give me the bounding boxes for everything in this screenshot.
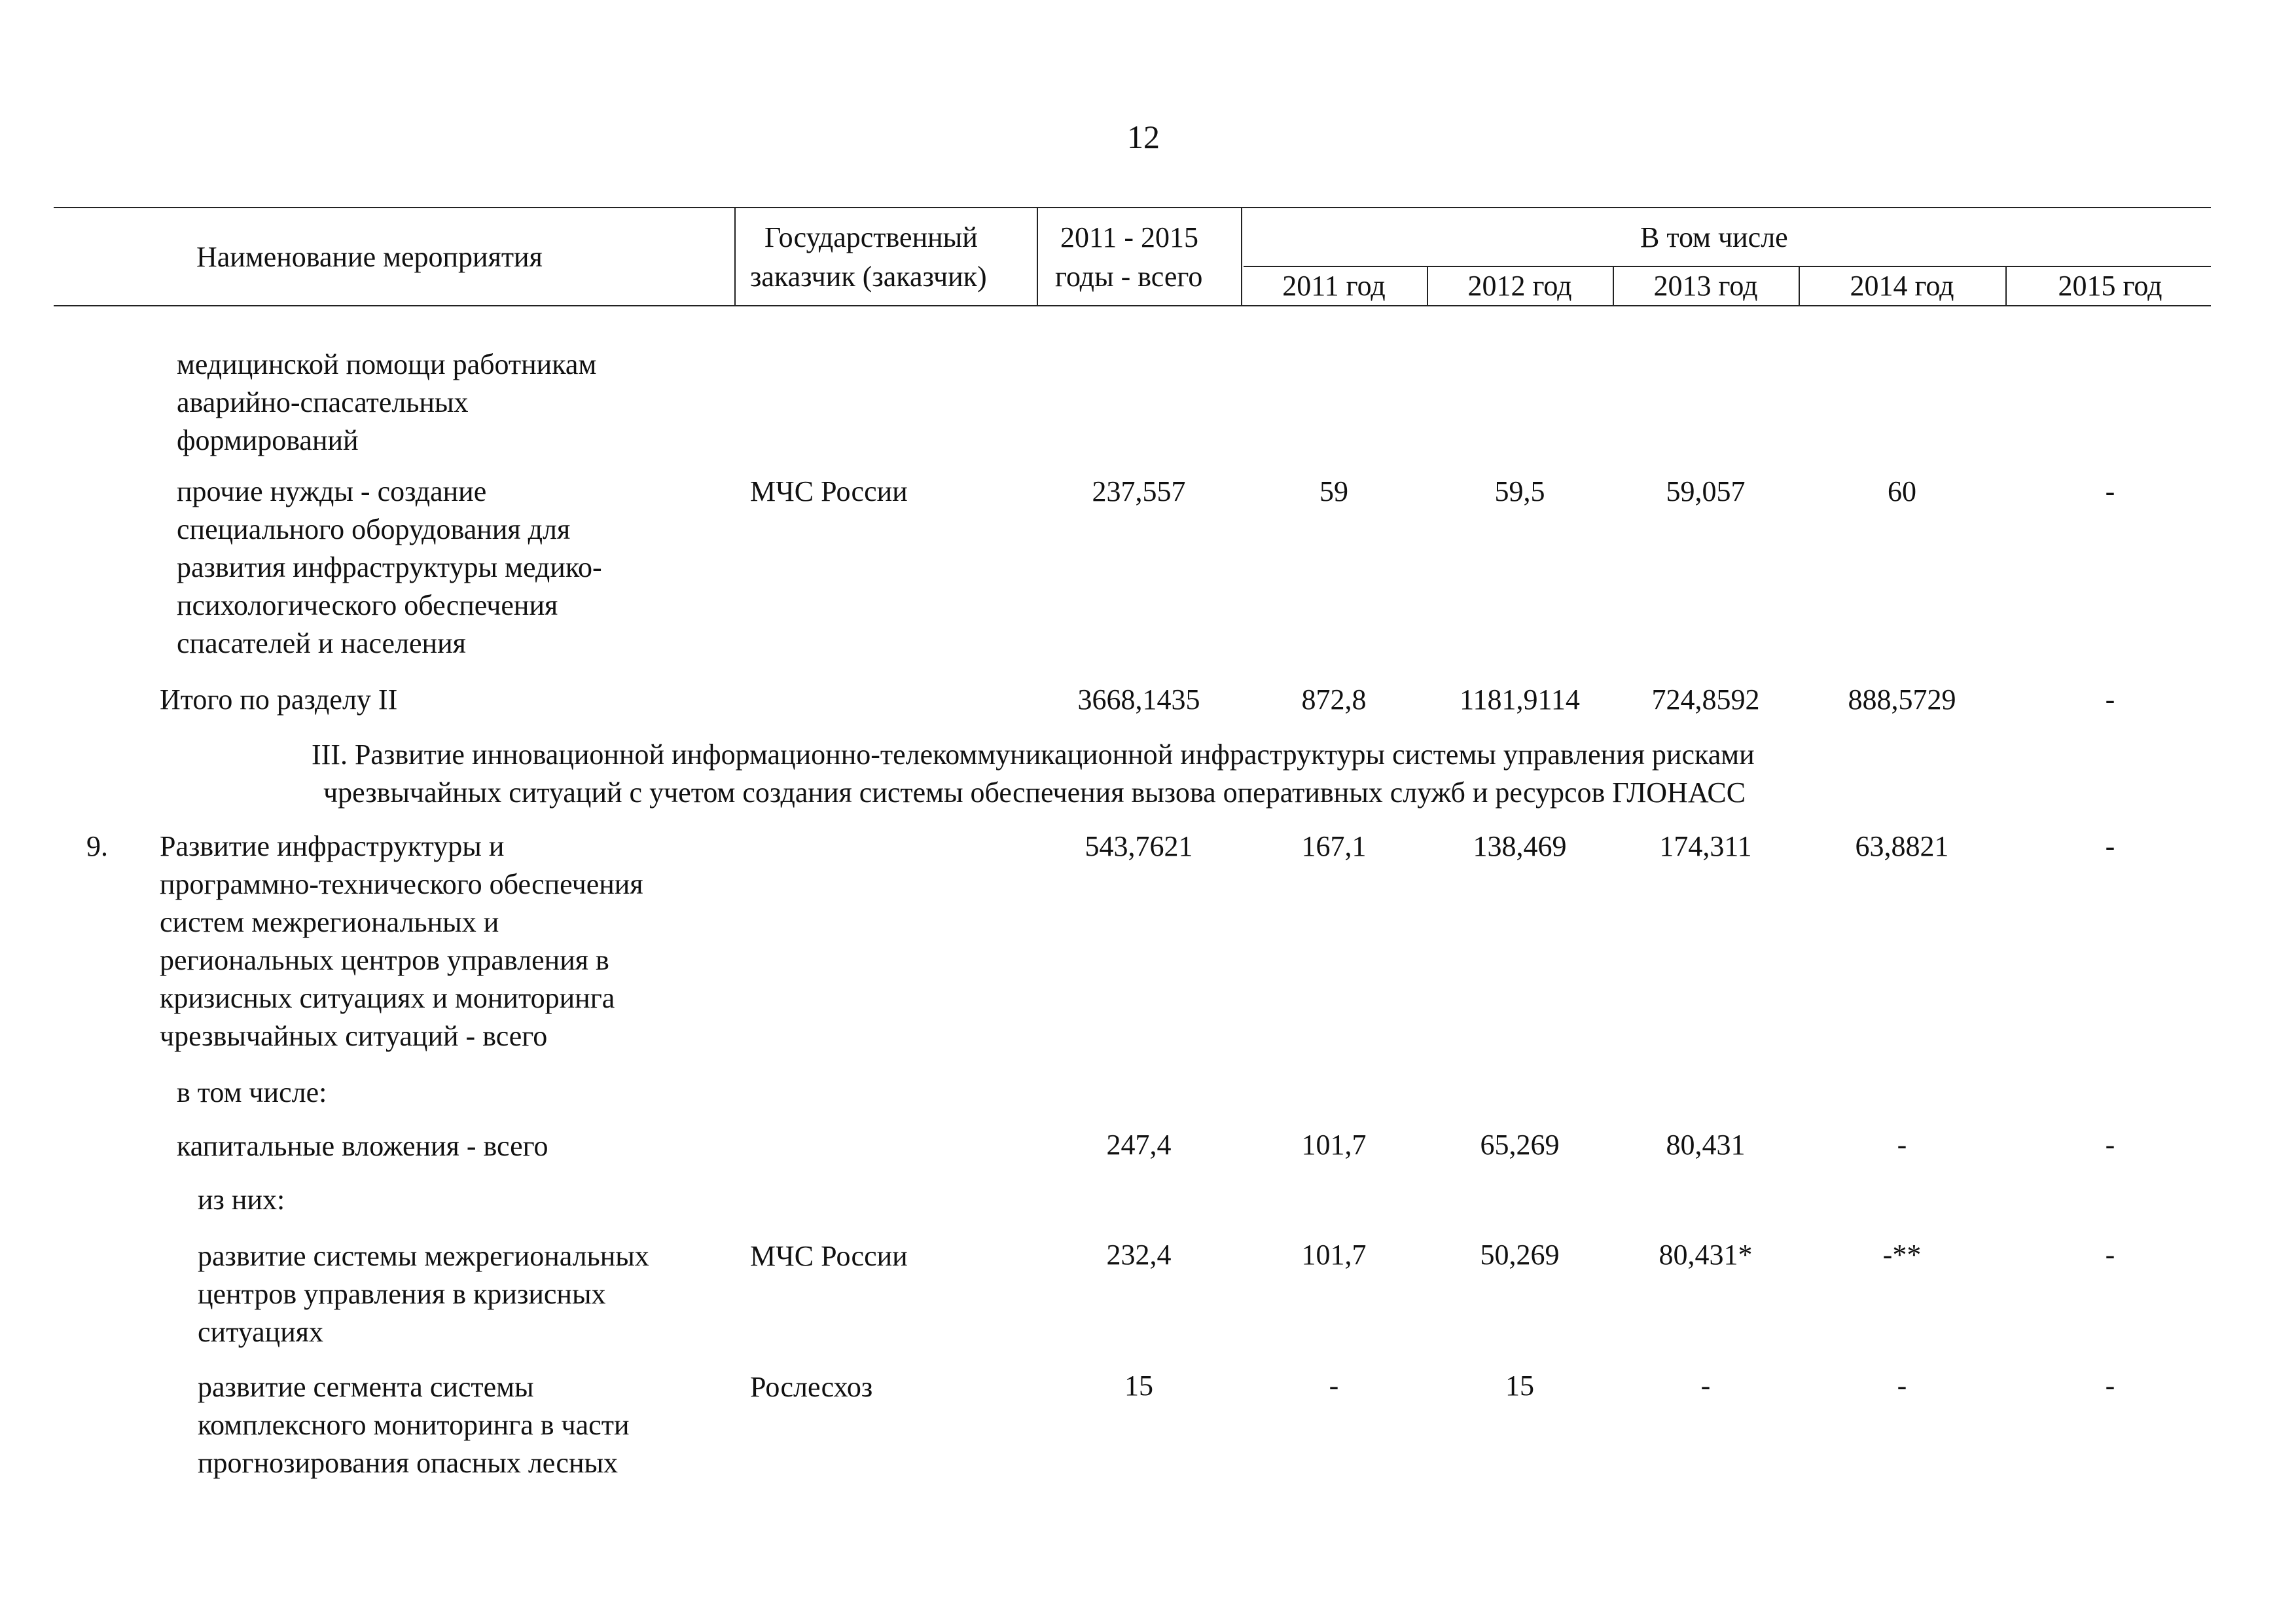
row-2014: 888,5729 bbox=[1848, 684, 1956, 716]
table-row bbox=[160, 828, 643, 1055]
header-total-line2: годы - всего bbox=[1055, 261, 1203, 293]
col-divider-2013 bbox=[1613, 266, 1614, 305]
row-name-line: развития инфраструктуры медико- bbox=[177, 551, 602, 583]
row-name-line: систем межрегиональных и bbox=[160, 906, 499, 938]
section-title-line2: чрезвычайных ситуаций с учетом создания системы обеспечения вызова оперативных служб и ресурсов ГЛОНАСС bbox=[323, 776, 1746, 809]
row-2014: - bbox=[1897, 1129, 1907, 1161]
row-name-line: развитие сегмента системы bbox=[198, 1371, 534, 1403]
row-customer: МЧС России bbox=[750, 1240, 908, 1272]
col-divider-2014 bbox=[1799, 266, 1800, 305]
row-2012: 1181,9114 bbox=[1460, 684, 1580, 716]
row-total: 15 bbox=[1124, 1370, 1153, 1402]
row-name-line: региональных центров управления в bbox=[160, 944, 609, 976]
header-customer-line2: заказчик (заказчик) bbox=[750, 261, 987, 293]
row-name-line: формирований bbox=[177, 424, 359, 456]
row-name-line: Развитие инфраструктуры и bbox=[160, 830, 505, 862]
row-2013: 80,431* bbox=[1659, 1239, 1753, 1271]
col-divider-2015 bbox=[2005, 266, 2007, 305]
row-2015: - bbox=[2105, 684, 2115, 716]
row-name: капитальные вложения - всего bbox=[177, 1130, 548, 1162]
row-total: 232,4 bbox=[1106, 1239, 1172, 1271]
row-2013: 80,431 bbox=[1666, 1129, 1746, 1161]
header-top-rule bbox=[54, 207, 2211, 208]
row-name-line: прогнозирования опасных лесных bbox=[198, 1447, 619, 1479]
table-row bbox=[198, 1237, 649, 1351]
row-2012: 65,269 bbox=[1480, 1129, 1560, 1161]
header-year-2011: 2011 год bbox=[1282, 270, 1386, 302]
row-2011: - bbox=[1329, 1370, 1339, 1402]
row-2013: 724,8592 bbox=[1651, 684, 1760, 716]
row-name: в том числе: bbox=[177, 1076, 327, 1108]
row-2011: 872,8 bbox=[1301, 684, 1367, 716]
page-number: 12 bbox=[1127, 119, 1160, 155]
row-2012: 138,469 bbox=[1473, 830, 1567, 862]
row-name-line: аварийно-спасательных bbox=[177, 386, 469, 418]
row-name-line: ситуациях bbox=[198, 1316, 324, 1348]
header-year-2012: 2012 год bbox=[1467, 270, 1572, 302]
col-divider-2012 bbox=[1427, 266, 1428, 305]
header-year-2014: 2014 год bbox=[1850, 270, 1954, 302]
row-total: 237,557 bbox=[1092, 475, 1186, 507]
row-2013: 174,311 bbox=[1659, 830, 1752, 862]
section-title-line1: III. Развитие инновационной информационно-телекоммуникационной инфраструктуры системы управления рисками bbox=[312, 739, 1755, 771]
row-2012: 50,269 bbox=[1480, 1239, 1560, 1271]
row-customer: Рослесхоз bbox=[750, 1371, 873, 1403]
row-name-line: развитие системы межрегиональных bbox=[198, 1240, 649, 1272]
row-2012: 15 bbox=[1505, 1370, 1534, 1402]
row-2015: - bbox=[2105, 1370, 2115, 1402]
row-2013: 59,057 bbox=[1666, 475, 1746, 507]
row-name-line: психологического обеспечения bbox=[177, 589, 558, 621]
row-name-line: медицинской помощи работникам bbox=[177, 348, 597, 380]
row-name: Итого по разделу II bbox=[160, 684, 398, 716]
row-name-line: кризисных ситуациях и мониторинга bbox=[160, 982, 615, 1014]
row-2011: 101,7 bbox=[1301, 1129, 1367, 1161]
col-divider-customer bbox=[734, 207, 736, 305]
row-2011: 59 bbox=[1319, 475, 1348, 507]
row-2014: -** bbox=[1882, 1239, 1922, 1271]
row-name-line: прочие нужды - создание bbox=[177, 475, 487, 507]
header-name-column: Наименование мероприятия bbox=[196, 241, 543, 273]
row-total: 3668,1435 bbox=[1077, 684, 1200, 716]
row-number: 9. bbox=[86, 830, 108, 862]
row-2015: - bbox=[2105, 830, 2115, 862]
row-2012: 59,5 bbox=[1494, 475, 1545, 507]
row-2011: 167,1 bbox=[1301, 830, 1367, 862]
row-name-line: программно-технического обеспечения bbox=[160, 868, 643, 900]
header-year-2015: 2015 год bbox=[2058, 270, 2162, 302]
row-name-line: центров управления в кризисных bbox=[198, 1278, 606, 1310]
col-divider-years bbox=[1241, 207, 1242, 305]
row-name: из них: bbox=[198, 1184, 285, 1216]
row-name-line: комплексного мониторинга в части bbox=[198, 1409, 630, 1441]
header-including: В том числе bbox=[1640, 221, 1788, 253]
row-name-line: чрезвычайных ситуаций - всего bbox=[160, 1020, 548, 1052]
row-2011: 101,7 bbox=[1301, 1239, 1367, 1271]
row-name-line: спасателей и населения bbox=[177, 627, 466, 659]
row-2014: 60 bbox=[1888, 475, 1916, 507]
table-row bbox=[198, 1368, 629, 1482]
row-customer: МЧС России bbox=[750, 475, 908, 507]
row-2015: - bbox=[2105, 475, 2115, 507]
row-2015: - bbox=[2105, 1239, 2115, 1271]
header-bottom-rule bbox=[54, 305, 2211, 306]
header-year-2013: 2013 год bbox=[1653, 270, 1758, 302]
row-2014: 63,8821 bbox=[1855, 830, 1949, 862]
table-row bbox=[177, 473, 602, 663]
header-total-line1: 2011 - 2015 bbox=[1060, 221, 1199, 253]
table-row bbox=[177, 346, 596, 460]
row-total: 543,7621 bbox=[1085, 830, 1193, 862]
row-2015: - bbox=[2105, 1129, 2115, 1161]
row-2013: - bbox=[1700, 1370, 1711, 1402]
header-customer-line1: Государственный bbox=[764, 221, 978, 253]
col-divider-total bbox=[1037, 207, 1038, 305]
row-2014: - bbox=[1897, 1370, 1907, 1402]
row-total: 247,4 bbox=[1106, 1129, 1172, 1161]
row-name-line: специального оборудования для bbox=[177, 513, 571, 545]
